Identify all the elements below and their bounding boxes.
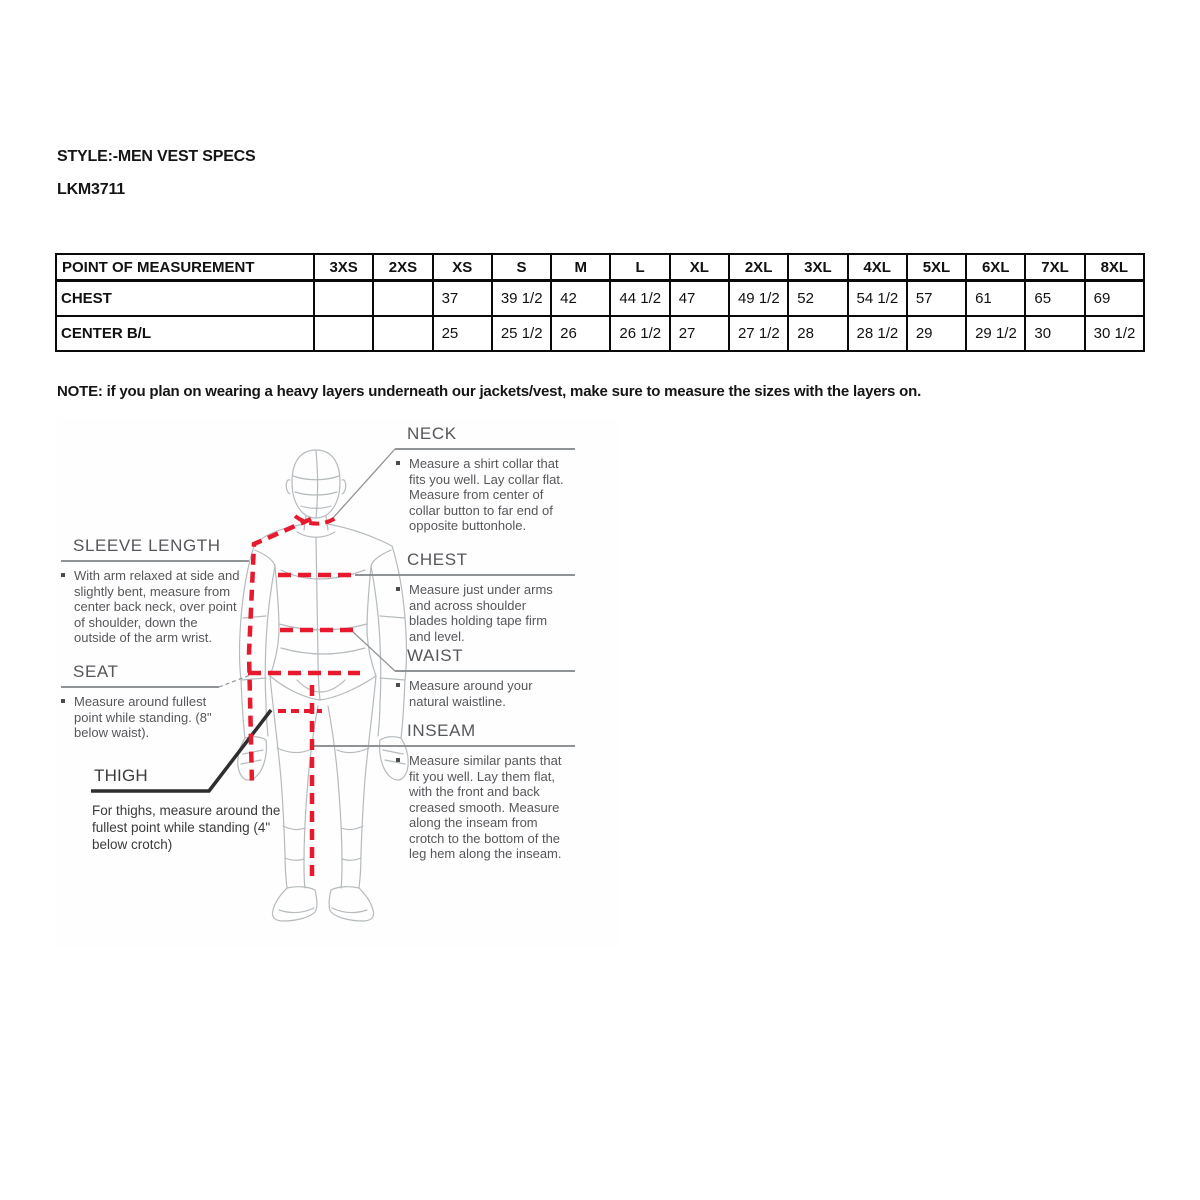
section-neck [407,424,457,444]
waist-leader-line [352,631,395,671]
col-header-xs: XS [433,254,492,281]
row-label-center-bl: CENTER B/L [56,316,314,351]
cell-chest-8xl: 69 [1085,281,1144,317]
bullet-square-icon [396,683,400,687]
section-sleeve-length [73,536,221,556]
cell-centerbl-3xl: 28 [788,316,847,351]
doc-header [57,148,256,199]
col-header-5xl: 5XL [907,254,966,281]
cell-chest-xl: 47 [670,281,729,317]
bullet-square-icon [396,758,400,762]
note-text: NOTE: if you plan on wearing a heavy layers underneath our jackets/vest, make sure to measure the sizes with the layers on. [57,383,922,400]
cell-centerbl-m: 26 [551,316,610,351]
bullet-square-icon [396,461,400,465]
col-header-3xs: 3XS [314,254,373,281]
col-header-l: L [610,254,669,281]
style-code: LKM3711 [57,181,125,198]
sleeve-length-heading: SLEEVE LENGTH [73,536,221,555]
bullet-square-icon [396,587,400,591]
col-header-4xl: 4XL [848,254,907,281]
cell-chest-2xl: 49 1/2 [729,281,788,317]
inseam-description: Measure similar pants that fit you well. Lay them flat, with the front and back creased smooth. Measure along the inseam from crotch to the bottom of the leg hem along the inseam. [409,753,562,861]
cell-centerbl-s: 25 1/2 [492,316,551,351]
cell-chest-5xl: 57 [907,281,966,317]
size-spec-table [55,253,1145,352]
cell-centerbl-8xl: 30 1/2 [1085,316,1144,351]
cell-chest-m: 42 [551,281,610,317]
cell-centerbl-3xs [314,316,373,351]
col-header-2xs: 2XS [373,254,432,281]
thigh-description: For thighs, measure around the fullest point while standing (4" below crotch) [92,803,281,852]
col-header-xl: XL [670,254,729,281]
section-inseam-body [395,753,571,862]
neck-leader-line [333,449,395,518]
cell-centerbl-2xl: 27 1/2 [729,316,788,351]
col-header-2xl: 2XL [729,254,788,281]
waist-heading: WAIST [407,646,464,665]
inseam-heading: INSEAM [407,721,476,740]
section-waist [407,646,463,666]
seat-description: Measure around fullest point while standing. (8" below waist). [74,694,212,740]
measurement-guide [57,418,619,948]
cell-chest-2xs [373,281,432,317]
chest-description: Measure just under arms and across shoulder blades holding tape firm and level. [409,582,553,644]
thigh-heading: THIGH [94,766,148,785]
col-header-8xl: 8XL [1085,254,1144,281]
cell-chest-7xl: 65 [1025,281,1084,317]
cell-chest-4xl: 54 1/2 [848,281,907,317]
col-header-7xl: 7XL [1025,254,1084,281]
table-row-center-bl [56,316,1144,351]
table-row-chest [56,281,1144,317]
section-seat [73,662,119,682]
chest-heading: CHEST [407,550,468,569]
cell-centerbl-xl: 27 [670,316,729,351]
cell-centerbl-7xl: 30 [1025,316,1084,351]
style-title: STYLE:-MEN VEST SPECS [57,148,256,165]
waist-description: Measure around your natural waistline. [409,678,533,709]
cell-chest-xs: 37 [433,281,492,317]
cell-centerbl-6xl: 29 1/2 [966,316,1025,351]
size-table-header-row [56,254,1144,281]
cell-centerbl-5xl: 29 [907,316,966,351]
col-header-m: M [551,254,610,281]
bullet-square-icon [61,573,65,577]
cell-chest-l: 44 1/2 [610,281,669,317]
cell-chest-s: 39 1/2 [492,281,551,317]
section-chest-body [395,582,567,644]
cell-chest-3xs [314,281,373,317]
cell-centerbl-4xl: 28 1/2 [848,316,907,351]
section-sleeve-length-body [60,568,242,646]
section-thigh [94,766,148,786]
col-header-point-of-measurement: POINT OF MEASUREMENT [56,254,314,281]
col-header-s: S [492,254,551,281]
cell-centerbl-l: 26 1/2 [610,316,669,351]
neck-heading: NECK [407,424,457,443]
section-neck-body [395,456,567,534]
section-inseam [407,721,476,741]
neck-description: Measure a shirt collar that fits you well. Lay collar flat. Measure from center of collar button to far end of opposite buttonhole. [409,456,564,533]
section-seat-body [60,694,232,741]
cell-chest-6xl: 61 [966,281,1025,317]
col-header-6xl: 6XL [966,254,1025,281]
section-waist-body [395,678,567,709]
cell-chest-3xl: 52 [788,281,847,317]
section-thigh-body [92,802,287,853]
row-label-chest: CHEST [56,281,314,317]
section-chest [407,550,468,570]
seat-heading: SEAT [73,662,119,681]
sleeve-length-description: With arm relaxed at side and slightly bent, measure from center back neck, over point of shoulder, down the outside of the arm wrist. [74,568,240,645]
cell-centerbl-xs: 25 [433,316,492,351]
col-header-3xl: 3XL [788,254,847,281]
bullet-square-icon [61,699,65,703]
cell-centerbl-2xs [373,316,432,351]
